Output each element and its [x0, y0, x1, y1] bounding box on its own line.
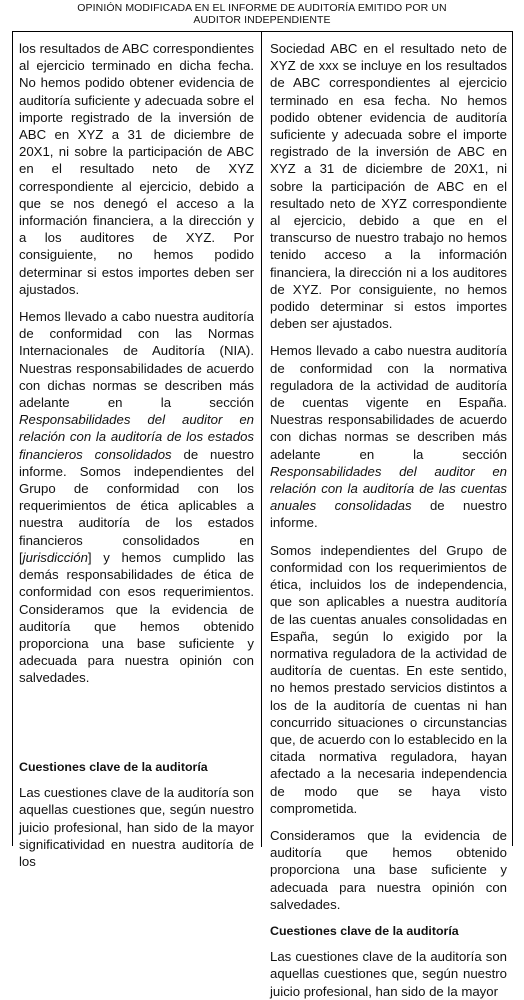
left-bottom-block — [19, 759, 254, 880]
header-line-1: OPINIÓN MODIFICADA EN EL INFORME DE AUDITORÍA EMITIDO POR UN — [77, 2, 447, 14]
comparison-table — [12, 31, 513, 999]
right-paragraph-1: Sociedad ABC en el resultado neto de XYZ de xxx se incluye en los resultados de ABC correspondientes al ejercicio terminado en esa fecha. No hemos podido obtener evidencia de auditoría suficiente y adecuada sobre el importe registrado de la inversión de ABC en XYZ a 31 de diciembre de 20X1, ni sobre la participación de ABC en el resultado neto de XYZ correspondiente al ejercicio, debido a que en el transcurso de nuestro trabajo no hemos tenido acceso a la información financiera, la dirección ni a los auditores de XYZ. Por consiguiente, no hemos podido determinar si estos importes deben ser ajustados. — [270, 41, 507, 332]
page-header — [0, 2, 524, 26]
header-line-2: AUDITOR INDEPENDIENTE — [193, 14, 331, 26]
right-paragraph-4: Consideramos que la evidencia de auditoría que hemos obtenido proporciona una base suficiente y adecuada para nuestra opinión con salvedades. — [270, 827, 507, 912]
right-paragraph-5: Las cuestiones clave de la auditoría son aquellas cuestiones que, según nuestro juicio profesional, han sido de la mayor — [270, 949, 507, 999]
left-section-heading: Cuestiones clave de la auditoría — [19, 760, 208, 774]
right-p2-text-a: Hemos llevado a cabo nuestra auditoría de conformidad con la normativa reguladora de la actividad de auditoría de cuentas vigente en España. Nuestras responsabilidades de acuerdo con dichas normas se describen más adelante en la sección — [270, 343, 507, 462]
column-divider — [261, 32, 262, 847]
left-p2-italic: Responsabilidades del auditor en relación con la auditoría de los estados financieros consolidados — [19, 412, 254, 462]
right-paragraph-3: Somos independientes del Grupo de conformidad con los requerimientos de ética, incluidos los de independencia, que son aplicables a nuestra auditoría de las cuentas anuales consolidadas en España, según lo exigido por la normativa reguladora de la actividad de auditoría de cuentas. En este sentido, no hemos prestado servicios distintos a los de la auditoría de cuentas ni han concurrido situaciones o circunstancias que, de acuerdo con lo establecido en la citada normativa reguladora, hayan afectado a la necesaria independencia de modo que se haya visto comprometida. — [270, 542, 507, 816]
left-paragraph-3: Las cuestiones clave de la auditoría son aquellas cuestiones que, según nuestro juicio profesional, han sido de la mayor significatividad en nuestra auditoría de los — [19, 785, 254, 870]
left-p2-text-b: de nuestro informe. Somos independientes del Grupo de conformidad con los requerimientos de ética aplicables a nuestra auditoría de los estados financieros consolidados en [ — [19, 446, 255, 565]
left-p2-text-c: ] y hemos cumplido las demás responsabilidades de ética de conformidad con esos requerimientos. Consideramos que la evidencia de auditoría que hemos obtenido proporciona una base suficiente y adecuada para nuestra opinión con salvedades. — [19, 549, 254, 686]
left-p2-text-a: Hemos llevado a cabo nuestra auditoría de conformidad con las Normas Internacionales de Auditoría (NIA). Nuestras responsabilidades de acuerdo con dichas normas se describen más adelante en la sección — [19, 309, 254, 411]
right-paragraph-2 — [270, 342, 507, 531]
right-section-heading: Cuestiones clave de la auditoría — [270, 923, 459, 938]
left-column — [19, 40, 255, 870]
right-p2-italic: Responsabilidades del auditor en relación con la auditoría de las cuentas anuales consolidadas — [270, 463, 507, 514]
left-paragraph-1: los resultados de ABC correspondientes al ejercicio terminado en dicha fecha. No hemos podido obtener evidencia de auditoría suficiente y adecuada sobre el importe registrado de la inversión de ABC en XYZ a 31 de diciembre de 20X1, ni sobre la participación de ABC en el resultado neto de XYZ correspondiente al ejercicio, debido a que se nos denegó el acceso a la información financiera, a la dirección y a los auditores de XYZ. Por consiguiente, no hemos podido determinar si estos importes deben ser ajustados. — [19, 41, 254, 297]
left-p2-jurisdiccion: jurisdicción — [22, 549, 88, 565]
left-paragraph-2 — [19, 308, 254, 686]
right-p2-text-b: de nuestro informe. — [270, 498, 508, 531]
right-column — [270, 40, 508, 999]
